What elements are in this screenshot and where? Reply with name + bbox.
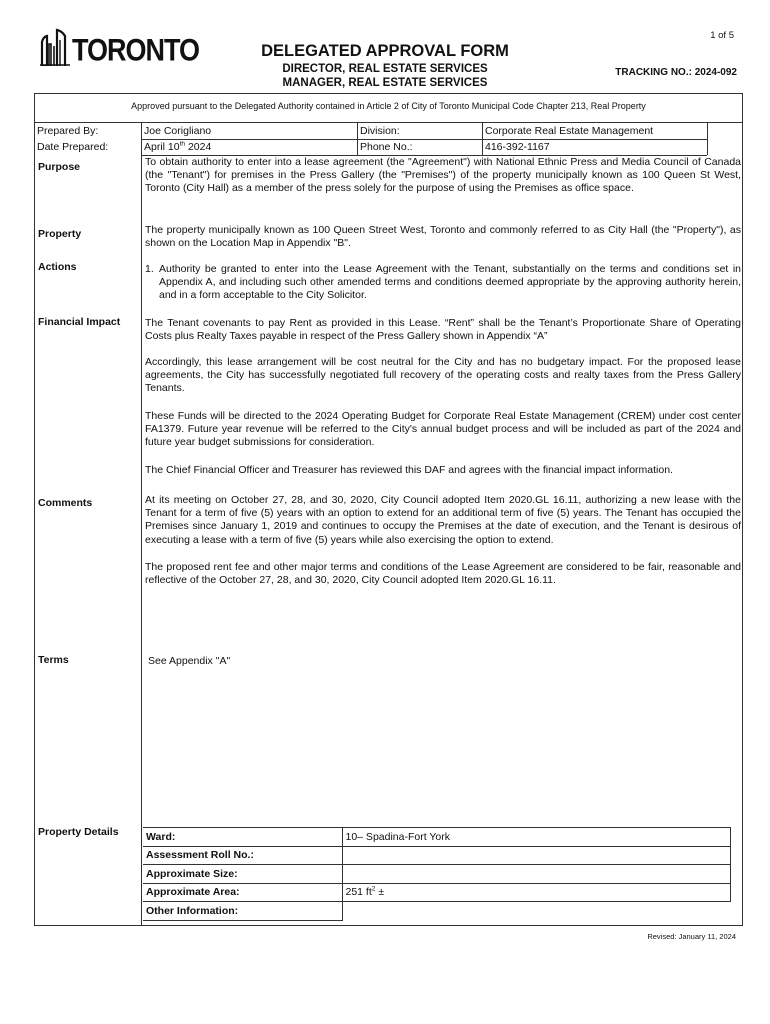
property-details-label: Property Details — [38, 826, 119, 838]
date-label: Date Prepared: — [37, 141, 109, 153]
ward-label: Ward: — [143, 828, 342, 847]
division-value: Corporate Real Estate Management — [485, 125, 654, 137]
assessment-roll-value — [342, 846, 731, 865]
column-divider — [141, 122, 142, 926]
comments-label: Comments — [38, 497, 93, 509]
form-title: DELEGATED APPROVAL FORM — [261, 42, 509, 60]
purpose-text: To obtain authority to enter into a lease agreement (the "Agreement") with National Ethnic Press and Media Council of Canada (the "Tenant") for premises in the Press Gallery (the "Premises") of the property municipally known as 100 Queen St West, Toronto (City Hall) as a member of the press solely for the purpose of using the Premises as office space. — [145, 156, 741, 195]
purpose-label: Purpose — [38, 161, 81, 173]
financial-paragraph: The Chief Financial Officer and Treasurer has reviewed this DAF and agrees with the financial impact information. — [145, 464, 673, 476]
toronto-logo — [40, 28, 199, 66]
actions-label: Actions — [38, 261, 77, 273]
financial-impact-label: Financial Impact — [38, 316, 121, 328]
revision-date: Revised: January 11, 2024 — [647, 932, 736, 941]
tracking-value: 2024-092 — [694, 67, 737, 78]
column-divider — [482, 122, 483, 155]
table-row — [143, 846, 731, 865]
property-label: Property — [38, 228, 82, 240]
date-value: April 10th 2024 — [144, 140, 212, 153]
logo-text: TORONTO — [72, 32, 200, 68]
ward-value: 10– Spadina-Fort York — [342, 828, 731, 847]
column-divider — [357, 122, 358, 155]
approval-statement: Approved pursuant to the Delegated Authority contained in Article 2 of City of Toronto Municipal Code Chapter 213, Real Property — [131, 101, 646, 111]
assessment-roll-label: Assessment Roll No.: — [143, 846, 342, 865]
division-label: Division: — [360, 125, 400, 137]
page-number: 1 of 5 — [710, 30, 734, 41]
subtitle-line-manager: MANAGER, REAL ESTATE SERVICES — [282, 77, 488, 89]
terms-label: Terms — [38, 654, 69, 666]
table-row — [143, 902, 731, 921]
city-hall-icon — [40, 28, 70, 66]
property-text: The property municipally known as 100 Queen Street West, Toronto and commonly referred to as City Hall (the "Property"), as shown on the Location Map in Appendix "B". — [145, 224, 741, 250]
prepared-by-value: Joe Corigliano — [144, 125, 212, 137]
financial-paragraph: The Tenant covenants to pay Rent as provided in this Lease. “Rent” shall be the Tenant’s Proportionate Share of Operating Costs plus Realty Taxes payable in respect of the Press Gallery shown in Appendix “A” — [145, 317, 741, 343]
tracking-label: TRACKING NO.: — [615, 67, 692, 78]
financial-paragraph: These Funds will be directed to the 2024 Operating Budget for Corporate Real Estate Management (CREM) under cost center FA1379. Future year revenue will be referred to the City's annual budget process and will be included as part of the 2024 and future year budget submissions for consideration. — [145, 410, 741, 449]
approximate-area-value: 251 $ft^2$ ± — [342, 883, 731, 902]
tracking-number — [615, 67, 737, 78]
approximate-size-value — [342, 865, 731, 884]
form-subtitle — [220, 62, 550, 90]
comments-paragraph: The proposed rent fee and other major terms and conditions of the Lease Agreement are considered to be fair, reasonable and reflective of the October 27, 28, and 30, 2020, City Council adopted Item 2020.GL 16.11. — [145, 561, 741, 587]
approximate-size-label: Approximate Size: — [143, 865, 342, 884]
approximate-area-label: Approximate Area: — [143, 883, 342, 902]
table-row — [143, 865, 731, 884]
phone-value: 416-392-1167 — [485, 141, 550, 153]
property-details-table — [143, 827, 731, 921]
table-row — [143, 828, 731, 847]
other-information-label: Other Information: — [143, 902, 342, 921]
action-item — [145, 263, 741, 303]
column-divider — [707, 122, 708, 155]
action-number: 1. — [145, 263, 154, 275]
terms-text: See Appendix "A" — [148, 655, 231, 667]
subtitle-line-director: DIRECTOR, REAL ESTATE SERVICES — [282, 63, 488, 75]
comments-paragraph: At its meeting on October 27, 28, and 30, 2020, City Council adopted Item 2020.GL 16.11, authorizing a new lease with the Tenant for a term of five (5) years with an option to extend for an additional term of five (5) years. The Tenant has occupied the Premises since January 1, 2019 and continues to occupy the Premises at the date of execution, and the Tenant is desirous of executing a lease with a term of five (5) years while also exercising the option to extend. — [145, 494, 741, 546]
financial-paragraph: Accordingly, this lease arrangement will be cost neutral for the City and has no budgetary impact. For the proposed lease agreements, the City has successfully negotiated full recovery of the operating costs and realty taxes from the Press Gallery Tenants. — [145, 356, 741, 395]
other-information-value — [342, 902, 731, 921]
phone-label: Phone No.: — [360, 141, 413, 153]
action-text: Authority be granted to enter into the Lease Agreement with the Tenant, substantially on the terms and conditions set in Appendix A, and including such other amended terms and conditions deemed appropriate by the approving authority herein, and in a form acceptable to the City Solicitor. — [159, 263, 741, 302]
table-row — [143, 883, 731, 902]
prepared-by-label: Prepared By: — [37, 125, 99, 137]
